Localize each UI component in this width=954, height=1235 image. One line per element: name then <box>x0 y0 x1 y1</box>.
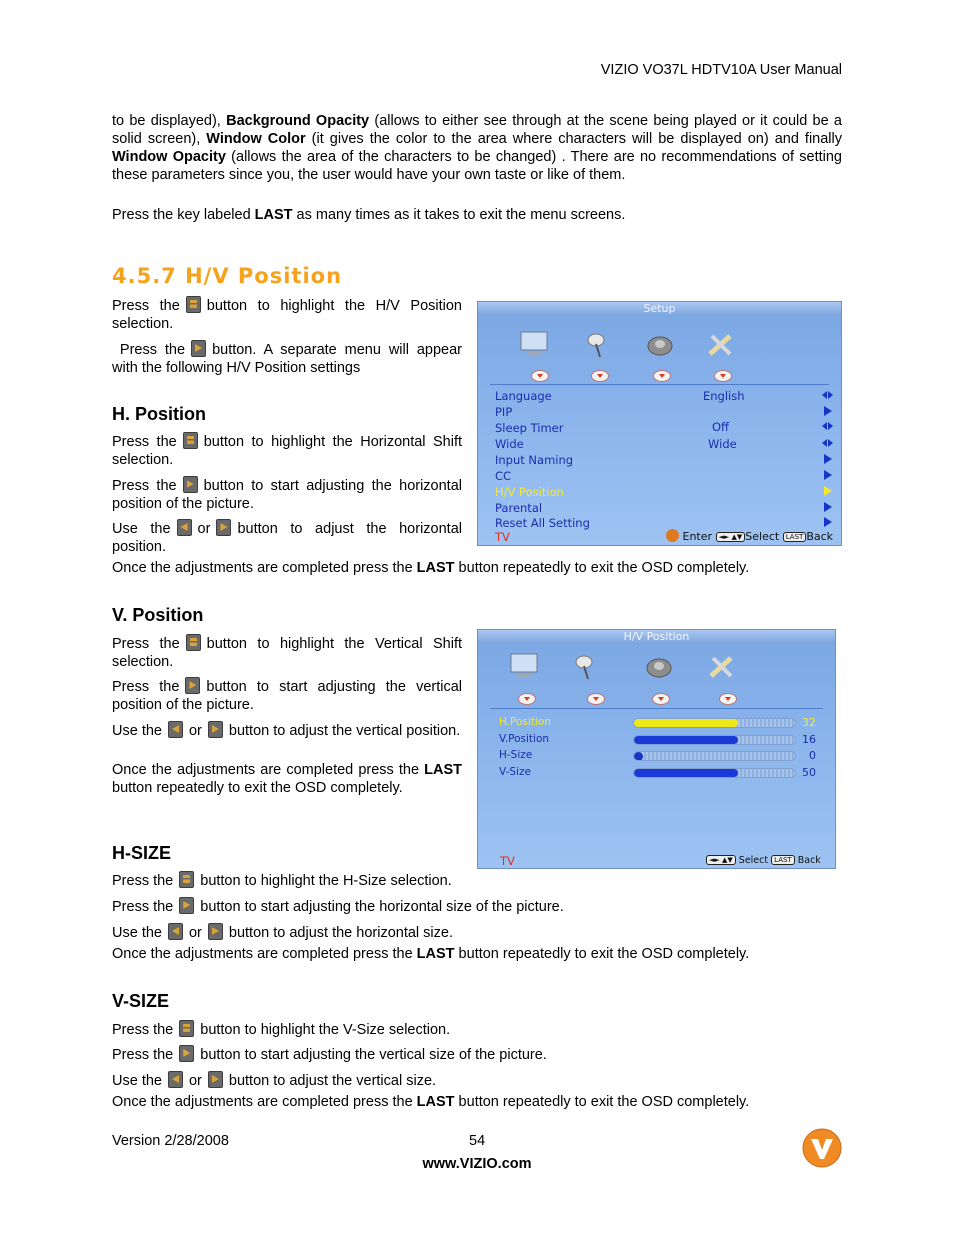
tv-picture-icon <box>518 330 552 360</box>
step-text: or <box>188 925 202 941</box>
satellite-dish-icon <box>570 652 604 682</box>
left-right-arrow-icon <box>822 422 833 431</box>
h-size-step-2 <box>112 897 842 916</box>
step-text: Press the <box>112 1022 174 1038</box>
hv-row-label[interactable]: V-Size <box>499 766 531 778</box>
footer-back-label: Back <box>797 855 821 866</box>
menu-item-cc[interactable]: CC <box>495 469 512 483</box>
osd-divider <box>490 708 823 709</box>
menu-down-arrow-icon <box>531 370 549 382</box>
step-text: Press the <box>112 899 174 915</box>
hv-row-slider[interactable] <box>633 768 796 778</box>
step-text: button to adjust the horizontal size. <box>228 925 453 941</box>
step-text: button to highlight the Vertical Shift selection. <box>112 636 463 670</box>
volume-left-key-icon <box>168 923 183 940</box>
last-key-label: LAST <box>424 762 462 778</box>
volume-right-key-icon <box>191 340 206 357</box>
footer-enter-label: Enter <box>682 530 713 543</box>
hv-row-value: 50 <box>802 766 816 779</box>
intro-paragraph <box>112 112 842 184</box>
intro-term: Window Opacity <box>112 149 226 165</box>
footer-url: www.VIZIO.com <box>422 1156 532 1172</box>
v-position-step-4 <box>112 761 462 797</box>
section-title: 4.5.7 H/V Position <box>112 264 343 288</box>
select-keys-icon: ◄► ▲▼ <box>706 855 736 865</box>
hv-row-slider-fill <box>634 719 738 727</box>
intro-last-paragraph <box>112 206 842 224</box>
step-text: Once the adjustments are completed press the <box>112 946 417 962</box>
volume-right-key-icon <box>208 1071 223 1088</box>
h-position-step-4 <box>112 559 842 577</box>
source-label: TV <box>495 530 510 544</box>
menu-item-sleep-timer[interactable]: Sleep Timer <box>495 421 564 435</box>
step-text: Press the <box>112 636 180 652</box>
step-text: Press the <box>112 478 177 494</box>
menu-value-sleep-timer: Off <box>712 420 729 434</box>
step-text: Once the adjustments are completed press the <box>112 762 425 778</box>
intro-term: Window Color <box>206 131 306 147</box>
hv-row-slider-fill <box>634 769 738 777</box>
step-text: Once the adjustments are completed press the <box>112 1094 417 1110</box>
intro-text: (allows to either see through at the scene being played or it could be a solid screen), <box>112 113 843 147</box>
step-text: button to adjust the horizontal position. <box>112 521 462 555</box>
satellite-dish-icon <box>582 330 616 360</box>
v-size-step-2 <box>112 1045 842 1064</box>
step-text: or <box>188 1073 202 1089</box>
hv-row-label[interactable]: V.Position <box>499 733 550 745</box>
volume-left-key-icon <box>168 721 183 738</box>
h-size-title: H-SIZE <box>112 843 172 863</box>
step-text: Press the <box>112 679 180 695</box>
volume-right-key-icon <box>179 1045 194 1062</box>
menu-down-arrow-icon <box>587 693 605 705</box>
step-text: Use the <box>112 521 171 537</box>
volume-right-key-icon <box>183 476 198 493</box>
last-key-label: LAST <box>416 560 455 576</box>
hv-row-slider[interactable] <box>633 751 796 761</box>
osd-divider <box>490 384 829 385</box>
v-size-step-1 <box>112 1020 842 1039</box>
channel-key-icon <box>186 296 201 313</box>
vizio-logo-icon <box>802 1128 842 1168</box>
step-text: button to highlight the H-Size selection. <box>200 873 452 889</box>
hv-position-osd-screenshot <box>477 629 836 869</box>
hv-step-2 <box>112 340 462 377</box>
right-arrow-icon <box>824 502 832 512</box>
footer-version: Version 2/28/2008 <box>112 1133 229 1149</box>
source-label: TV <box>500 854 515 868</box>
right-arrow-icon <box>824 486 832 496</box>
menu-value-language: English <box>703 389 745 403</box>
intro-text: as many times as it takes to exit the menu screens. <box>292 207 626 223</box>
step-text: button to highlight the V-Size selection. <box>200 1022 451 1038</box>
channel-key-icon <box>186 634 201 651</box>
intro-text: Press the key labeled <box>112 207 255 223</box>
step-text: button to adjust the vertical size. <box>228 1073 437 1089</box>
step-text: Press the <box>112 298 180 314</box>
menu-down-arrow-icon <box>518 693 536 705</box>
step-text: button to start adjusting the horizontal position of the picture. <box>112 478 462 512</box>
menu-item-reset-all[interactable]: Reset All Setting <box>495 516 590 530</box>
hv-row-value: 16 <box>802 733 816 746</box>
footer-back-label: Back <box>806 530 834 543</box>
setup-tools-icon <box>704 330 738 360</box>
step-text: button to start adjusting the vertical position of the picture. <box>112 679 462 713</box>
step-text: button repeatedly to exit the OSD completely. <box>112 780 403 796</box>
right-arrow-icon <box>824 406 832 416</box>
h-size-step-4 <box>112 945 842 963</box>
step-text: button to start adjusting the vertical size of the picture. <box>200 1047 547 1063</box>
last-key-label: LAST <box>416 946 455 962</box>
menu-item-wide[interactable]: Wide <box>495 437 524 451</box>
volume-left-key-icon <box>177 519 192 536</box>
v-position-title: V. Position <box>112 605 204 625</box>
menu-item-language[interactable]: Language <box>495 389 552 403</box>
channel-key-icon <box>179 871 194 888</box>
step-text: Use the <box>112 1073 162 1089</box>
h-size-step-3 <box>112 923 842 942</box>
osd-title: H/V Position <box>478 630 835 644</box>
right-arrow-icon <box>824 470 832 480</box>
hv-row-slider[interactable] <box>633 735 796 745</box>
intro-text: (allows the area of the characters to be changed) . There are no recommendations of setting these parameters since you, the user would have your own taste or like of them. <box>112 149 842 183</box>
menu-down-arrow-icon <box>652 693 670 705</box>
right-arrow-icon <box>824 517 832 527</box>
hv-row-slider[interactable] <box>633 718 796 728</box>
step-text: button to highlight the H/V Position selection. <box>112 298 462 332</box>
hv-row-label[interactable]: H.Position <box>499 716 551 728</box>
step-text: button repeatedly to exit the OSD completely. <box>454 1094 750 1110</box>
manual-title: VIZIO VO37L HDTV10A User Manual <box>600 62 842 78</box>
select-keys-icon: ◄► ▲▼ <box>716 532 746 542</box>
menu-down-arrow-icon <box>714 370 732 382</box>
h-position-step-3 <box>112 519 462 556</box>
menu-value-wide: Wide <box>708 437 737 451</box>
last-key-label: LAST <box>416 1094 455 1110</box>
v-position-step-2 <box>112 677 462 714</box>
right-arrow-icon <box>824 454 832 464</box>
step-text: Use the <box>112 925 162 941</box>
tv-picture-icon <box>508 652 542 682</box>
enter-down-icon <box>666 529 679 542</box>
step-text: or <box>197 521 211 537</box>
channel-key-icon <box>183 432 198 449</box>
step-text: Press the <box>112 873 174 889</box>
step-text: Press the <box>112 434 177 450</box>
left-right-arrow-icon <box>822 439 833 448</box>
step-text: Use the <box>112 723 162 739</box>
menu-item-parental[interactable]: Parental <box>495 501 543 515</box>
footer-page-number: 54 <box>469 1133 486 1149</box>
menu-down-arrow-icon <box>719 693 737 705</box>
volume-right-key-icon <box>179 897 194 914</box>
intro-text: to be displayed), <box>112 113 227 129</box>
volume-left-key-icon <box>168 1071 183 1088</box>
v-size-step-4 <box>112 1093 842 1111</box>
menu-item-input-naming[interactable]: Input Naming <box>495 453 574 467</box>
h-size-step-1 <box>112 871 842 890</box>
hv-row-value: 32 <box>802 716 816 729</box>
hv-step-1 <box>112 296 462 333</box>
hv-row-slider-knob <box>634 752 643 761</box>
v-position-step-3 <box>112 721 462 740</box>
h-position-step-2 <box>112 476 462 513</box>
hv-row-label[interactable]: H-Size <box>499 749 533 761</box>
last-key-icon: LAST <box>783 532 807 542</box>
volume-right-key-icon <box>208 721 223 738</box>
h-position-step-1 <box>112 432 462 469</box>
step-text: Press the <box>119 342 186 358</box>
osd-title: Setup <box>478 302 841 316</box>
step-text: button to start adjusting the horizontal size of the picture. <box>200 899 564 915</box>
intro-text: (it gives the color to the area where characters will be displayed on) and finally <box>305 131 842 147</box>
hv-row-value: 0 <box>809 749 816 762</box>
osd-footer <box>706 855 821 866</box>
step-text: button repeatedly to exit the OSD completely. <box>454 946 750 962</box>
footer-select-label: Select <box>745 530 780 543</box>
setup-tools-icon <box>705 652 739 682</box>
step-text: Once the adjustments are completed press the <box>112 560 417 576</box>
setup-osd-screenshot <box>477 301 842 546</box>
step-text: button to highlight the Horizontal Shift selection. <box>112 434 463 468</box>
step-text: Press the <box>112 1047 174 1063</box>
left-right-arrow-icon <box>822 391 833 400</box>
last-key-icon: LAST <box>771 855 795 865</box>
menu-item-pip[interactable]: PIP <box>495 405 513 419</box>
v-position-step-1 <box>112 634 462 671</box>
volume-right-key-icon <box>208 923 223 940</box>
last-key-label: LAST <box>254 207 293 223</box>
step-text: button. A separate menu will appear with the following H/V Position settings <box>112 342 463 376</box>
volume-right-key-icon <box>216 519 231 536</box>
v-size-step-3 <box>112 1071 842 1090</box>
channel-key-icon <box>179 1020 194 1037</box>
volume-right-key-icon <box>185 677 200 694</box>
h-position-title: H. Position <box>112 404 206 424</box>
menu-down-arrow-icon <box>591 370 609 382</box>
menu-item-hv-position[interactable]: H/V Position <box>495 485 564 499</box>
step-text: button repeatedly to exit the OSD completely. <box>454 560 750 576</box>
speaker-disc-icon <box>643 330 677 360</box>
intro-term: Background Opacity <box>226 113 370 129</box>
step-text: button to adjust the vertical position. <box>228 723 461 739</box>
step-text: or <box>188 723 202 739</box>
speaker-disc-icon <box>642 652 676 682</box>
osd-footer <box>666 529 833 543</box>
hv-row-slider-fill <box>634 736 738 744</box>
footer-select-label: Select <box>738 855 769 866</box>
menu-down-arrow-icon <box>653 370 671 382</box>
v-size-title: V-SIZE <box>112 991 170 1011</box>
